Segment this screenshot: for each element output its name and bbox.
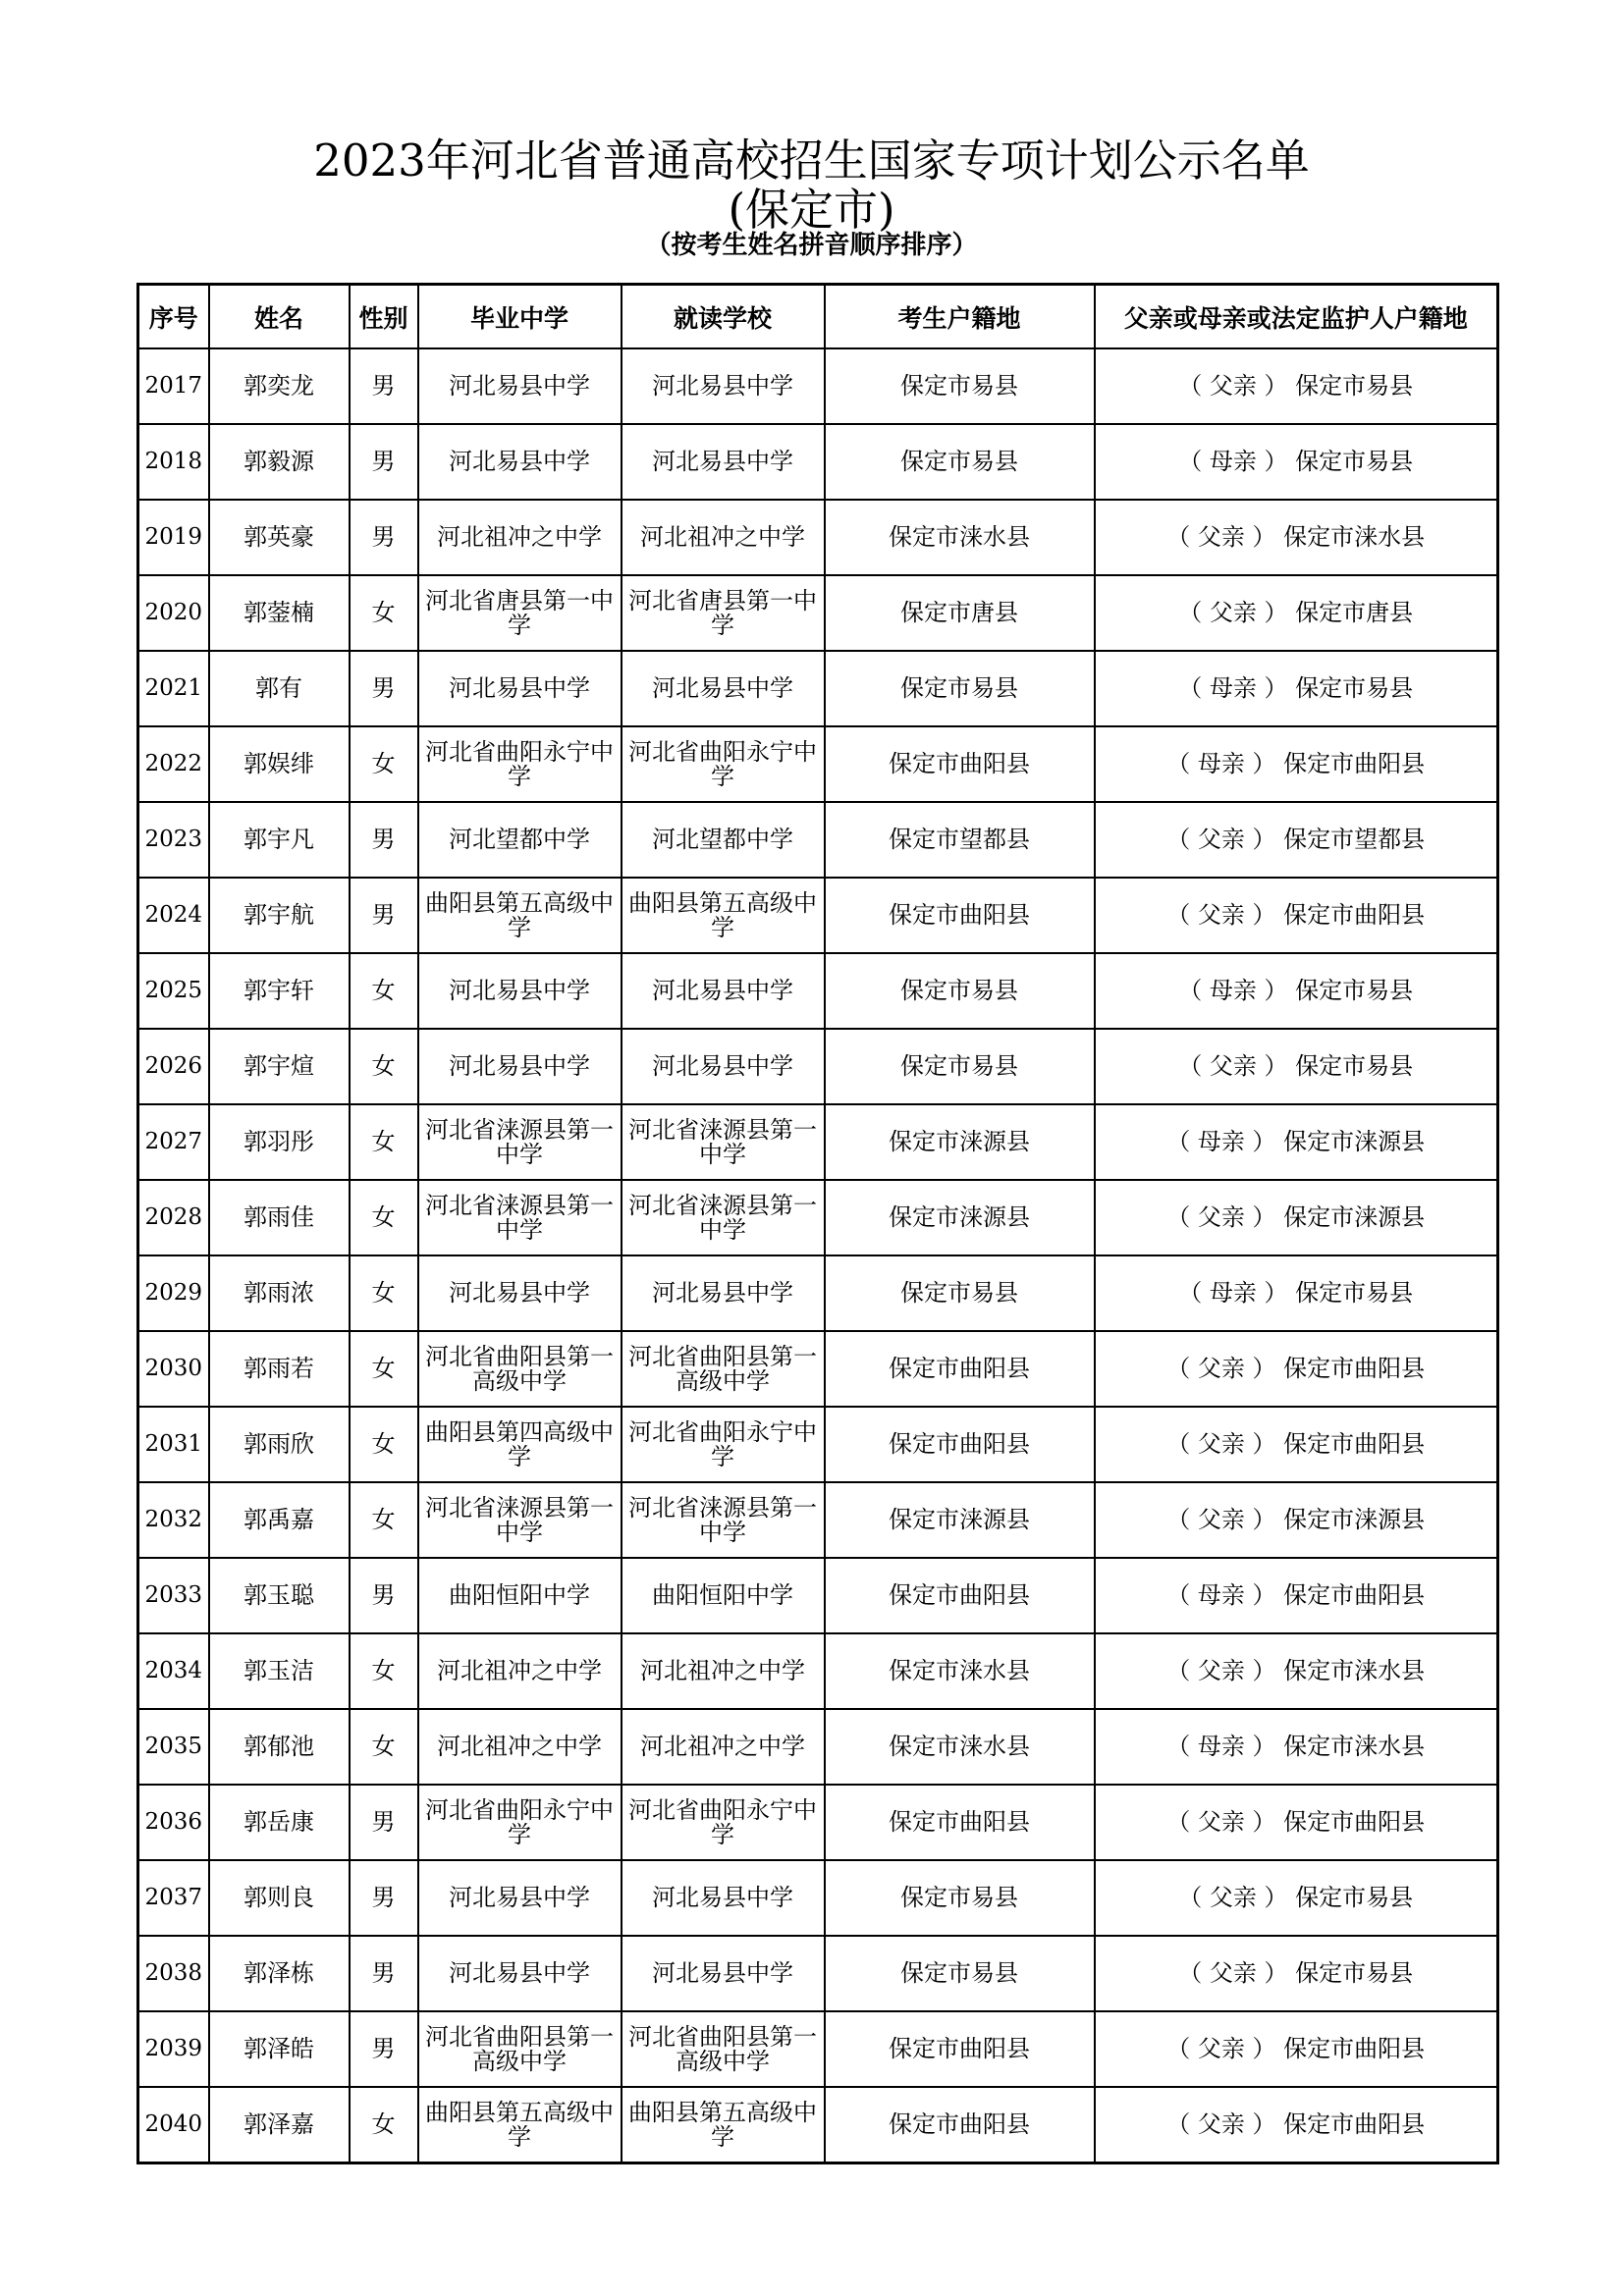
current-school-cell: 河北易县中学 [622,424,825,500]
graduation-school-cell: 河北省涞源县第一中学 [418,1104,622,1180]
gender-cell: 女 [350,1104,418,1180]
household-registration-cell: 保定市曲阳县 [825,726,1095,802]
name-cell: 郭玉聪 [209,1558,350,1633]
index-cell: 2027 [138,1104,209,1180]
column-header-name: 姓名 [209,285,350,349]
gender-cell: 男 [350,1558,418,1633]
current-school-cell: 河北省曲阳县第一高级中学 [622,2011,825,2087]
gender-cell: 男 [350,348,418,424]
index-cell: 2031 [138,1407,209,1482]
parent-registration-cell: （ 父亲 ） 保定市易县 [1095,1936,1498,2011]
parent-registration-cell: （ 父亲 ） 保定市涞源县 [1095,1180,1498,1255]
index-cell: 2039 [138,2011,209,2087]
parent-registration-cell: （ 父亲 ） 保定市曲阳县 [1095,1785,1498,1860]
name-cell: 郭蓥楠 [209,575,350,651]
household-registration-cell: 保定市易县 [825,1860,1095,1936]
household-registration-cell: 保定市涞源县 [825,1482,1095,1558]
current-school-cell: 河北祖冲之中学 [622,500,825,575]
table-row [138,1633,1498,1709]
household-registration-cell: 保定市易县 [825,424,1095,500]
household-registration-cell: 保定市曲阳县 [825,1785,1095,1860]
table-row [138,1331,1498,1407]
index-cell: 2022 [138,726,209,802]
name-cell: 郭雨若 [209,1331,350,1407]
parent-registration-cell: （ 父亲 ） 保定市涞水县 [1095,1633,1498,1709]
current-school-cell: 河北易县中学 [622,348,825,424]
gender-cell: 女 [350,1633,418,1709]
gender-cell: 女 [350,1331,418,1407]
index-cell: 2019 [138,500,209,575]
household-registration-cell: 保定市曲阳县 [825,2087,1095,2163]
graduation-school-cell: 河北省涞源县第一中学 [418,1482,622,1558]
household-registration-cell: 保定市涞源县 [825,1180,1095,1255]
index-cell: 2029 [138,1255,209,1331]
current-school-cell: 曲阳县第五高级中学 [622,2087,825,2163]
graduation-school-cell: 河北易县中学 [418,651,622,726]
name-cell: 郭羽彤 [209,1104,350,1180]
graduation-school-cell: 河北易县中学 [418,1029,622,1104]
household-registration-cell: 保定市易县 [825,1255,1095,1331]
index-cell: 2024 [138,878,209,953]
gender-cell: 男 [350,424,418,500]
table-row [138,1558,1498,1633]
gender-cell: 女 [350,575,418,651]
column-header-index: 序号 [138,285,209,349]
table-row [138,726,1498,802]
graduation-school-cell: 河北省曲阳县第一高级中学 [418,2011,622,2087]
household-registration-cell: 保定市易县 [825,1029,1095,1104]
table-body [138,348,1498,2163]
index-cell: 2028 [138,1180,209,1255]
gender-cell: 男 [350,1785,418,1860]
household-registration-cell: 保定市曲阳县 [825,1331,1095,1407]
name-cell: 郭雨欣 [209,1407,350,1482]
current-school-cell: 河北省涞源县第一中学 [622,1104,825,1180]
gender-cell: 男 [350,500,418,575]
graduation-school-cell: 河北易县中学 [418,348,622,424]
table-row [138,500,1498,575]
gender-cell: 女 [350,1029,418,1104]
parent-registration-cell: （ 父亲 ） 保定市涞水县 [1095,500,1498,575]
parent-registration-cell: （ 母亲 ） 保定市涞源县 [1095,1104,1498,1180]
index-cell: 2030 [138,1331,209,1407]
household-registration-cell: 保定市涞水县 [825,1633,1095,1709]
column-header-household-registration: 考生户籍地 [825,285,1095,349]
graduation-school-cell: 河北易县中学 [418,424,622,500]
index-cell: 2036 [138,1785,209,1860]
parent-registration-cell: （ 父亲 ） 保定市曲阳县 [1095,2011,1498,2087]
table-row [138,1255,1498,1331]
page-sort-note: （按考生姓名拼音顺序排序） [645,231,978,260]
gender-cell: 女 [350,726,418,802]
graduation-school-cell: 河北易县中学 [418,1936,622,2011]
name-cell: 郭娱绯 [209,726,350,802]
parent-registration-cell: （ 父亲 ） 保定市曲阳县 [1095,1331,1498,1407]
gender-cell: 女 [350,2087,418,2163]
table-row [138,1860,1498,1936]
index-cell: 2021 [138,651,209,726]
index-cell: 2035 [138,1709,209,1785]
graduation-school-cell: 曲阳县第四高级中学 [418,1407,622,1482]
graduation-school-cell: 河北易县中学 [418,1860,622,1936]
graduation-school-cell: 河北祖冲之中学 [418,1709,622,1785]
parent-registration-cell: （ 父亲 ） 保定市曲阳县 [1095,2087,1498,2163]
name-cell: 郭禹嘉 [209,1482,350,1558]
household-registration-cell: 保定市曲阳县 [825,878,1095,953]
current-school-cell: 河北易县中学 [622,953,825,1029]
current-school-cell: 河北省涞源县第一中学 [622,1482,825,1558]
parent-registration-cell: （ 母亲 ） 保定市易县 [1095,1255,1498,1331]
household-registration-cell: 保定市涞源县 [825,1104,1095,1180]
parent-registration-cell: （ 父亲 ） 保定市曲阳县 [1095,878,1498,953]
parent-registration-cell: （ 母亲 ） 保定市涞水县 [1095,1709,1498,1785]
current-school-cell: 河北易县中学 [622,1936,825,2011]
name-cell: 郭玉洁 [209,1633,350,1709]
table-row [138,953,1498,1029]
current-school-cell: 河北省唐县第一中学 [622,575,825,651]
graduation-school-cell: 河北省曲阳永宁中学 [418,726,622,802]
index-cell: 2023 [138,802,209,878]
page-title: 2023年河北省普通高校招生国家专项计划公示名单 [313,134,1310,187]
graduation-school-cell: 河北祖冲之中学 [418,500,622,575]
name-cell: 郭雨佳 [209,1180,350,1255]
gender-cell: 女 [350,1180,418,1255]
name-cell: 郭宇轩 [209,953,350,1029]
column-header-current-school: 就读学校 [622,285,825,349]
column-header-gender: 性别 [350,285,418,349]
household-registration-cell: 保定市涞水县 [825,500,1095,575]
graduation-school-cell: 河北祖冲之中学 [418,1633,622,1709]
gender-cell: 女 [350,1407,418,1482]
current-school-cell: 曲阳县第五高级中学 [622,878,825,953]
current-school-cell: 河北省涞源县第一中学 [622,1180,825,1255]
name-cell: 郭岳康 [209,1785,350,1860]
graduation-school-cell: 河北望都中学 [418,802,622,878]
gender-cell: 男 [350,651,418,726]
roster-table [136,283,1499,2164]
index-cell: 2032 [138,1482,209,1558]
table-row [138,575,1498,651]
name-cell: 郭英豪 [209,500,350,575]
parent-registration-cell: （ 父亲 ） 保定市涞源县 [1095,1482,1498,1558]
current-school-cell: 河北易县中学 [622,651,825,726]
name-cell: 郭奕龙 [209,348,350,424]
gender-cell: 女 [350,1255,418,1331]
column-header-parent-registration: 父亲或母亲或法定监护人户籍地 [1095,285,1498,349]
index-cell: 2040 [138,2087,209,2163]
current-school-cell: 河北易县中学 [622,1029,825,1104]
graduation-school-cell: 河北易县中学 [418,1255,622,1331]
index-cell: 2020 [138,575,209,651]
gender-cell: 女 [350,1482,418,1558]
table-row [138,1104,1498,1180]
parent-registration-cell: （ 母亲 ） 保定市易县 [1095,953,1498,1029]
current-school-cell: 河北易县中学 [622,1860,825,1936]
graduation-school-cell: 曲阳恒阳中学 [418,1558,622,1633]
name-cell: 郭有 [209,651,350,726]
household-registration-cell: 保定市涞水县 [825,1709,1095,1785]
name-cell: 郭泽嘉 [209,2087,350,2163]
parent-registration-cell: （ 母亲 ） 保定市易县 [1095,651,1498,726]
household-registration-cell: 保定市唐县 [825,575,1095,651]
table-row [138,1029,1498,1104]
name-cell: 郭泽栋 [209,1936,350,2011]
parent-registration-cell: （ 父亲 ） 保定市曲阳县 [1095,1407,1498,1482]
parent-registration-cell: （ 父亲 ） 保定市易县 [1095,1860,1498,1936]
parent-registration-cell: （ 父亲 ） 保定市易县 [1095,1029,1498,1104]
current-school-cell: 河北祖冲之中学 [622,1633,825,1709]
parent-registration-cell: （ 父亲 ） 保定市唐县 [1095,575,1498,651]
household-registration-cell: 保定市曲阳县 [825,1407,1095,1482]
table-row [138,1785,1498,1860]
household-registration-cell: 保定市易县 [825,953,1095,1029]
table-row [138,878,1498,953]
gender-cell: 男 [350,878,418,953]
table-row [138,802,1498,878]
name-cell: 郭泽皓 [209,2011,350,2087]
current-school-cell: 河北省曲阳永宁中学 [622,726,825,802]
table-row [138,1936,1498,2011]
table-row [138,348,1498,424]
household-registration-cell: 保定市望都县 [825,802,1095,878]
index-cell: 2037 [138,1860,209,1936]
parent-registration-cell: （ 母亲 ） 保定市曲阳县 [1095,726,1498,802]
household-registration-cell: 保定市易县 [825,1936,1095,2011]
column-header-graduation-school: 毕业中学 [418,285,622,349]
gender-cell: 男 [350,802,418,878]
gender-cell: 女 [350,1709,418,1785]
household-registration-cell: 保定市易县 [825,348,1095,424]
household-registration-cell: 保定市曲阳县 [825,1558,1095,1633]
gender-cell: 男 [350,1860,418,1936]
current-school-cell: 河北省曲阳永宁中学 [622,1785,825,1860]
index-cell: 2034 [138,1633,209,1709]
table-row [138,1407,1498,1482]
table-row [138,651,1498,726]
graduation-school-cell: 河北省涞源县第一中学 [418,1180,622,1255]
current-school-cell: 曲阳恒阳中学 [622,1558,825,1633]
table-row [138,2011,1498,2087]
household-registration-cell: 保定市曲阳县 [825,2011,1095,2087]
table-row [138,1180,1498,1255]
graduation-school-cell: 河北省唐县第一中学 [418,575,622,651]
name-cell: 郭毅源 [209,424,350,500]
table-row [138,1709,1498,1785]
index-cell: 2033 [138,1558,209,1633]
name-cell: 郭雨浓 [209,1255,350,1331]
household-registration-cell: 保定市易县 [825,651,1095,726]
graduation-school-cell: 曲阳县第五高级中学 [418,2087,622,2163]
current-school-cell: 河北望都中学 [622,802,825,878]
name-cell: 郭郁池 [209,1709,350,1785]
name-cell: 郭宇凡 [209,802,350,878]
graduation-school-cell: 河北省曲阳永宁中学 [418,1785,622,1860]
index-cell: 2026 [138,1029,209,1104]
name-cell: 郭宇煊 [209,1029,350,1104]
gender-cell: 男 [350,1936,418,2011]
parent-registration-cell: （ 母亲 ） 保定市易县 [1095,424,1498,500]
index-cell: 2017 [138,348,209,424]
table-header-row [138,285,1498,349]
gender-cell: 男 [350,2011,418,2087]
parent-registration-cell: （ 父亲 ） 保定市易县 [1095,348,1498,424]
table-row [138,1482,1498,1558]
name-cell: 郭则良 [209,1860,350,1936]
table-row [138,2087,1498,2163]
index-cell: 2018 [138,424,209,500]
index-cell: 2025 [138,953,209,1029]
graduation-school-cell: 曲阳县第五高级中学 [418,878,622,953]
page-subtitle-city: (保定市) [728,184,895,236]
current-school-cell: 河北省曲阳永宁中学 [622,1407,825,1482]
parent-registration-cell: （ 母亲 ） 保定市曲阳县 [1095,1558,1498,1633]
current-school-cell: 河北祖冲之中学 [622,1709,825,1785]
parent-registration-cell: （ 父亲 ） 保定市望都县 [1095,802,1498,878]
name-cell: 郭宇航 [209,878,350,953]
current-school-cell: 河北易县中学 [622,1255,825,1331]
current-school-cell: 河北省曲阳县第一高级中学 [622,1331,825,1407]
graduation-school-cell: 河北省曲阳县第一高级中学 [418,1331,622,1407]
graduation-school-cell: 河北易县中学 [418,953,622,1029]
index-cell: 2038 [138,1936,209,2011]
gender-cell: 女 [350,953,418,1029]
table-row [138,424,1498,500]
